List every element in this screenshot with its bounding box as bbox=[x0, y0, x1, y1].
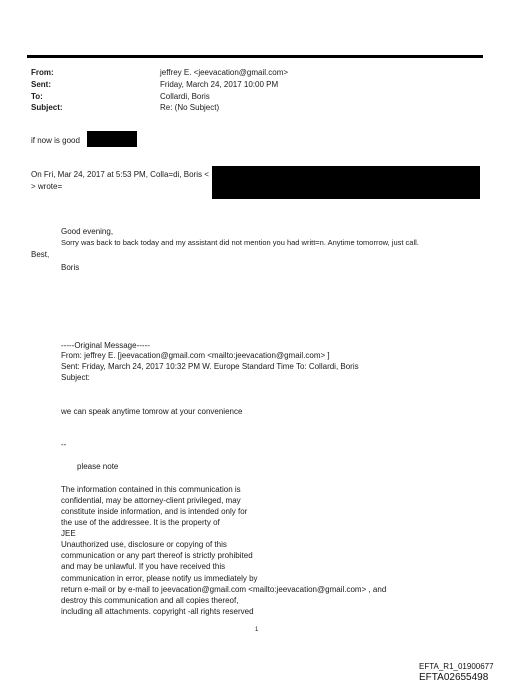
please-note: please note bbox=[77, 462, 119, 471]
disclaimer-line: communication in error, please notify us immediately by bbox=[61, 574, 258, 583]
signature-separator: -- bbox=[61, 440, 67, 449]
header-rule bbox=[27, 55, 483, 58]
disclaimer-line: and may be unlawful. If you have received this bbox=[61, 562, 226, 571]
quote-intro-line2: > wrote= bbox=[31, 182, 63, 191]
message-text: Sorry was back to back today and my assistant did not mention you had writt=n. Anytime tomorrow, just call. bbox=[61, 238, 419, 247]
to-label: To: bbox=[31, 92, 43, 101]
subject-value: Re: (No Subject) bbox=[160, 103, 220, 112]
disclaimer-line: JEE bbox=[61, 529, 76, 538]
disclaimer-line: confidential, may be attorney-client privileged, may bbox=[61, 496, 241, 505]
original-from: From: jeffrey E. [jeevacation@gmail.com <mailto:jeevacation@gmail.com> ] bbox=[61, 351, 330, 360]
page-number: 1 bbox=[255, 627, 259, 633]
quote-intro-line1: On Fri, Mar 24, 2017 at 5:53 PM, Colla=di, Boris < bbox=[31, 170, 209, 179]
disclaimer-line: Unauthorized use, disclosure or copying of this bbox=[61, 540, 227, 549]
disclaimer-line: destroy this communication and all copies thereof, bbox=[61, 596, 239, 605]
reply-text: if now is good bbox=[31, 136, 80, 145]
greeting: Good evening, bbox=[61, 227, 114, 236]
closing: Best, bbox=[31, 250, 50, 259]
signature: Boris bbox=[61, 263, 80, 272]
disclaimer-line: The information contained in this communication is bbox=[61, 485, 241, 494]
footer-id-primary: EFTA_R1_01900677 bbox=[419, 662, 494, 671]
disclaimer-line: communication or any part thereof is strictly prohibited bbox=[61, 551, 253, 560]
footer-id-secondary: EFTA02655498 bbox=[419, 672, 489, 683]
from-label: From: bbox=[31, 68, 54, 77]
original-sent: Sent: Friday, March 24, 2017 10:32 PM W. Europe Standard Time To: Collardi, Boris bbox=[61, 362, 359, 371]
disclaimer-line: the use of the addressee. It is the property of bbox=[61, 518, 220, 527]
original-body: we can speak anytime tomrow at your convenience bbox=[61, 407, 243, 416]
disclaimer-line: including all attachments. copyright -all rights reserved bbox=[61, 607, 254, 616]
disclaimer-line: constitute inside information, and is intended only for bbox=[61, 507, 248, 516]
subject-label: Subject: bbox=[31, 103, 63, 112]
original-message-header: -----Original Message----- bbox=[61, 341, 150, 350]
disclaimer-line: return e-mail or by e-mail to jeevacation@gmail.com <mailto:jeevacation@gmail.com> , and bbox=[61, 585, 387, 594]
original-subject: Subject: bbox=[61, 373, 90, 382]
to-value: Collardi, Boris bbox=[160, 92, 210, 101]
redaction-block bbox=[212, 166, 480, 199]
sent-value: Friday, March 24, 2017 10:00 PM bbox=[160, 80, 279, 89]
sent-label: Sent: bbox=[31, 80, 51, 89]
redaction-block bbox=[87, 131, 137, 147]
from-value: jeffrey E. <jeevacation@gmail.com> bbox=[160, 68, 289, 77]
